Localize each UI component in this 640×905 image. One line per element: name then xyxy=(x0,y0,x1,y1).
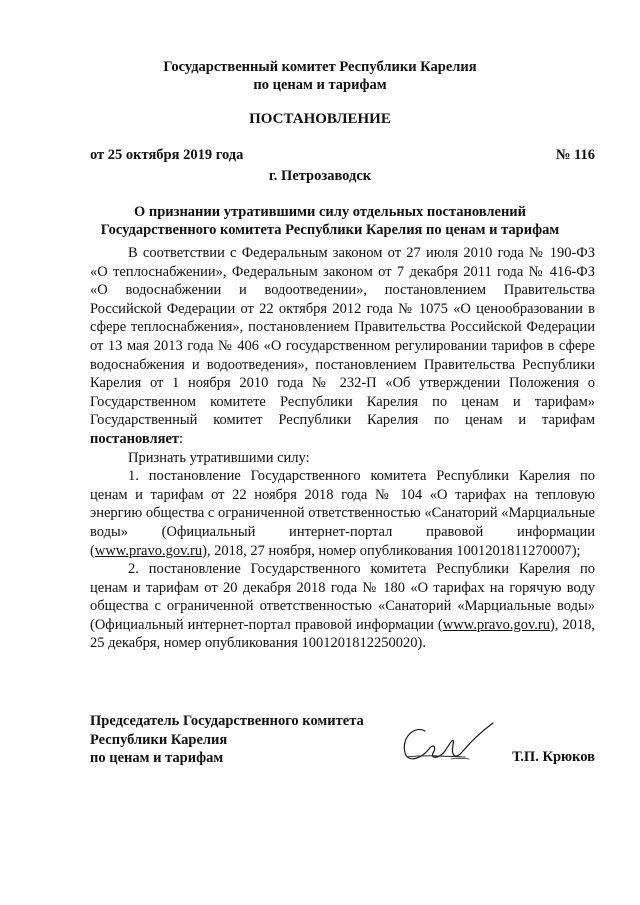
signatory-name: Т.П. Крюков xyxy=(512,749,595,765)
document-body xyxy=(90,244,595,653)
item-1-text: 1. постановление Государственного комитета Республики Карелия по ценам и тарифам от 22 ноября 2018 года № 104 «О тарифах на тепловую энергию общества с ограниченной ответственностью «Санаторий «Марциальные воды» (Официальный интернет-портал правовой информации ( xyxy=(90,468,595,559)
document-type: ПОСТАНОВЛЕНИЕ xyxy=(249,111,391,127)
intro-paragraph: Признать утратившими силу: xyxy=(128,449,310,466)
signatory-line-2: Республики Карелия xyxy=(90,731,228,748)
signatory-line-3: по ценам и тарифам xyxy=(90,750,224,767)
handwritten-signature xyxy=(393,715,498,775)
item-2-link[interactable]: www.pravo.gov.ru xyxy=(442,616,550,633)
issuer-line-2: по ценам и тарифам xyxy=(253,77,387,93)
resolves-word: постановляет xyxy=(90,430,180,447)
issuer-header xyxy=(0,58,640,94)
document-date: от 25 октября 2019 года xyxy=(90,147,244,163)
document-city: г. Петрозаводск xyxy=(268,168,372,184)
title-line-2: Государственного комитета Республики Карелия по ценам и тарифам xyxy=(100,222,560,238)
item-2-text-end: ), 2018, 25 декабря, номер опубликования 1001201812250020). xyxy=(90,616,595,652)
item-1-paragraph xyxy=(90,467,595,560)
issuer-line-1: Государственный комитет Республики Карелия xyxy=(163,59,477,75)
item-2-text: 2. постановление Государственного комитета Республики Карелия по ценам и тарифам от 20 декабря 2018 года № 180 «О тарифах на горячую воду общества с ограниченной ответственностью «Санаторий «Марциальные воды» (Официальный интернет-портал правовой информации ( xyxy=(90,561,595,633)
item-1-text-end: ), 2018, 27 ноября, номер опубликования 1001201811270007); xyxy=(202,542,581,559)
title-line-1: О признании утратившими силу отдельных постановлений xyxy=(133,204,527,220)
signatory-line-1: Председатель Государственного комитета xyxy=(90,713,364,729)
document-title xyxy=(60,203,600,239)
preamble-paragraph xyxy=(90,244,595,449)
preamble-text: В соответствии с Федеральным законом от 27 июля 2010 года № 190-ФЗ «О теплоснабжении», Федеральным законом от 7 декабря 2011 года № 416-ФЗ «О водоснабжении и водоотведении», постановлением Правительства Российской Федерации от 22 октября 2012 года № 1075 «О ценообразовании в сфере теплоснабжения», постановлением Правительства Российской Федерации от 13 мая 2013 года № 406 «О государственном регулировании тарифов в сфере водоснабжения и водоотведения», постановлением Правительства Республики Карелия от 1 ноября 2010 года № 232-П «Об утверждении Положения о Государственном комитете Республики Карелия по ценам и тарифам» Государственный комитет Республики Карелия по ценам и тарифам xyxy=(90,245,595,429)
resolves-colon: : xyxy=(179,430,184,447)
signatory-title xyxy=(90,712,364,768)
item-2-paragraph xyxy=(90,560,595,653)
document-number: № 116 xyxy=(555,147,595,163)
item-1-link[interactable]: www.pravo.gov.ru xyxy=(94,542,203,559)
